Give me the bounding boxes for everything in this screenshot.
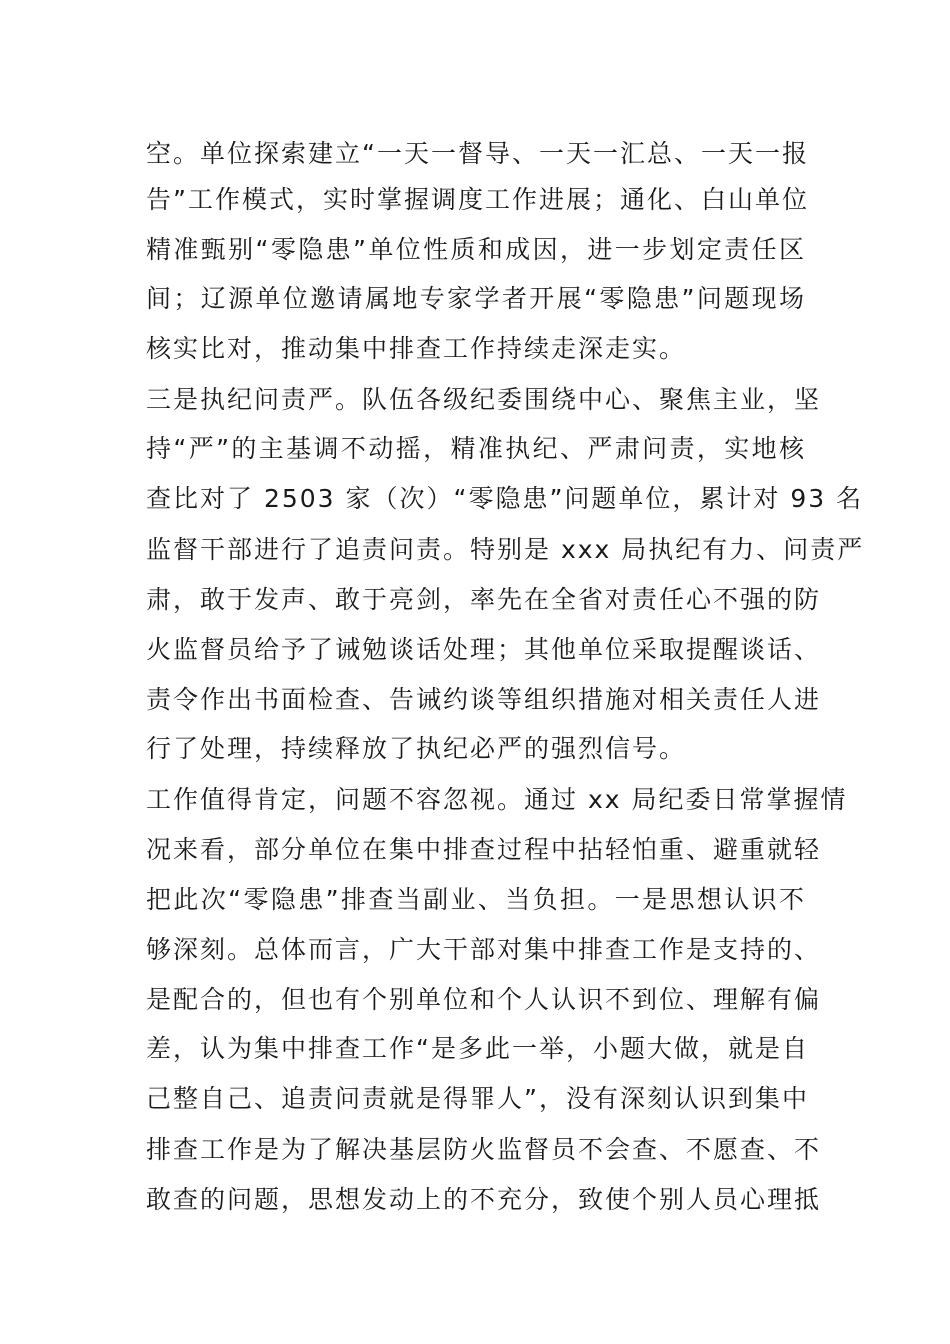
text-line: 排查工作是为了解决基层防火监督员不会查、不愿查、不 xyxy=(146,1135,822,1164)
text-line: 况来看，部分单位在集中排查过程中拈轻怕重、避重就轻 xyxy=(146,835,822,864)
text-line: 差，认为集中排查工作“是多此一举，小题大做，就是自 xyxy=(146,1034,809,1063)
text-line: 敢查的问题，思想发动上的不充分，致使个别人员心理抵 xyxy=(146,1185,822,1214)
text-line: 把此次“零隐患”排查当副业、当负担。一是思想认识不 xyxy=(146,885,806,914)
paragraph-start-line: 三是执纪问责严。队伍各级纪委围绕中心、聚焦主业，坚 xyxy=(146,385,822,414)
text-line: 告”工作模式，实时掌握调度工作进展；通化、白山单位 xyxy=(146,185,809,214)
text-line: 够深刻。总体而言，广大干部对集中排查工作是支持的、 xyxy=(146,935,822,964)
text-line: 肃，敢于发声、敢于亮剑，率先在全省对责任心不强的防 xyxy=(146,585,822,614)
text-line: 持“严”的主基调不动摇，精准执纪、严肃问责，实地核 xyxy=(146,434,806,463)
text-line: 责令作出书面检查、告诫约谈等组织措施对相关责任人进 xyxy=(146,685,822,714)
text-line: 间；辽源单位邀请属地专家学者开展“零隐患”问题现场 xyxy=(146,284,806,313)
text-line: 行了处理，持续释放了执纪必严的强烈信号。 xyxy=(146,734,687,763)
paragraph-start-line: 工作值得肯定，问题不容忽视。通过 xx 局纪委日常掌握情 xyxy=(146,785,848,814)
text-line: 火监督员给予了诫勉谈话处理；其他单位采取提醒谈话、 xyxy=(146,635,822,664)
text-line: 查比对了 2503 家（次）“零隐患”问题单位，累计对 93 名 xyxy=(146,484,864,513)
text-line: 己整自己、追责问责就是得罪人”，没有深刻认识到集中 xyxy=(146,1084,809,1113)
text-line: 核实比对，推动集中排查工作持续走深走实。 xyxy=(146,334,687,363)
text-line: 空。单位探索建立“一天一督导、一天一汇总、一天一报 xyxy=(146,139,809,168)
text-line: 监督干部进行了追责问责。特别是 xxx 局执纪有力、问责严 xyxy=(146,535,865,564)
text-line: 是配合的，但也有个别单位和个人认识不到位、理解有偏 xyxy=(146,985,822,1014)
text-line: 精准甄别“零隐患”单位性质和成因，进一步划定责任区 xyxy=(146,235,806,264)
